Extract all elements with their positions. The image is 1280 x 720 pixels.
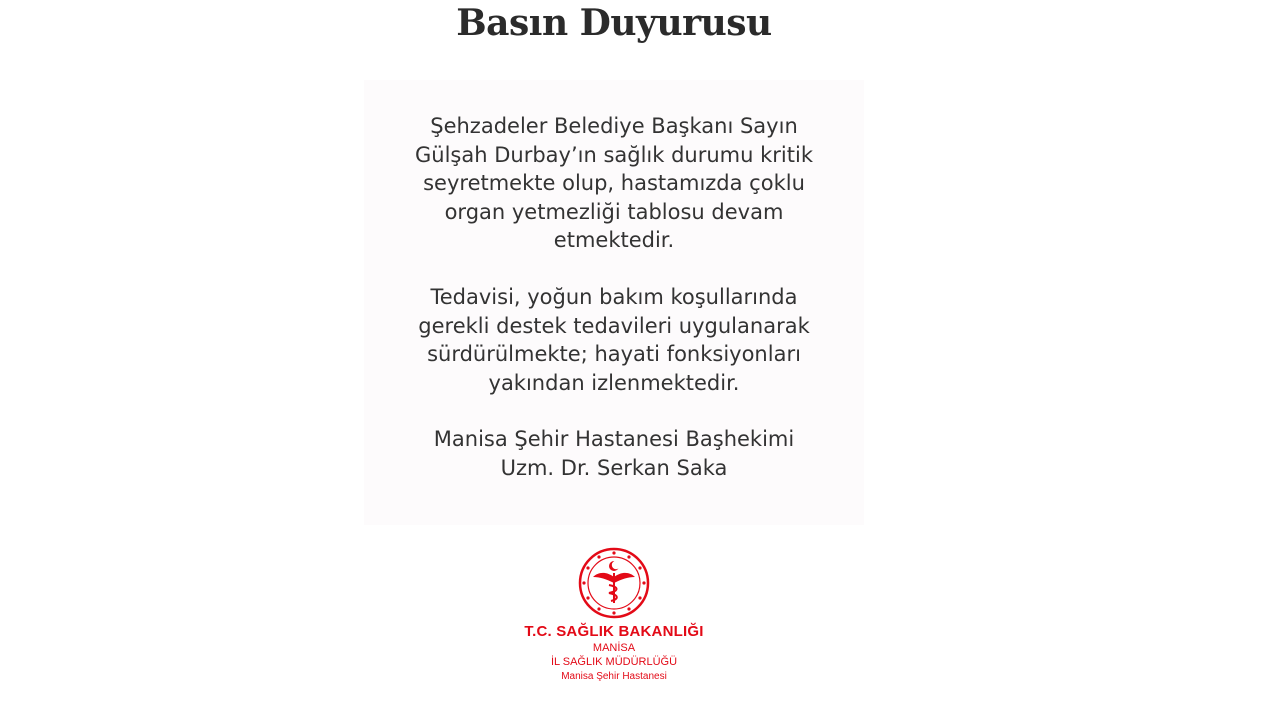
institution-directorate: İL SAĞLIK MÜDÜRLÜĞÜ: [550, 656, 678, 668]
institution-name: T.C. SAĞLIK BAKANLIĞI: [524, 623, 704, 640]
institution-hospital: Manisa Şehir Hastanesi: [561, 671, 667, 682]
paragraph-health-status: Şehzadeler Belediye Başkanı Sayın Gülşah Durbay’ın sağlık durumu kritik seyretmekte olup, hastamızda çoklu organ yetmezliği tablosu devam etmektedir.: [415, 114, 813, 252]
page-title: Basın Duyurusu: [456, 2, 772, 44]
ministry-of-health-emblem-icon: [578, 547, 650, 619]
institution-city: MANİSA: [592, 642, 636, 654]
paragraph-treatment: Tedavisi, yoğun bakım koşullarında gerekli destek tedavileri uygulanarak sürdürülmekte; hayati fonksiyonları yakından izlenmektedir.: [418, 285, 810, 395]
signature: Manisa Şehir Hastanesi Başhekimi Uzm. Dr. Serkan Saka: [433, 427, 795, 480]
